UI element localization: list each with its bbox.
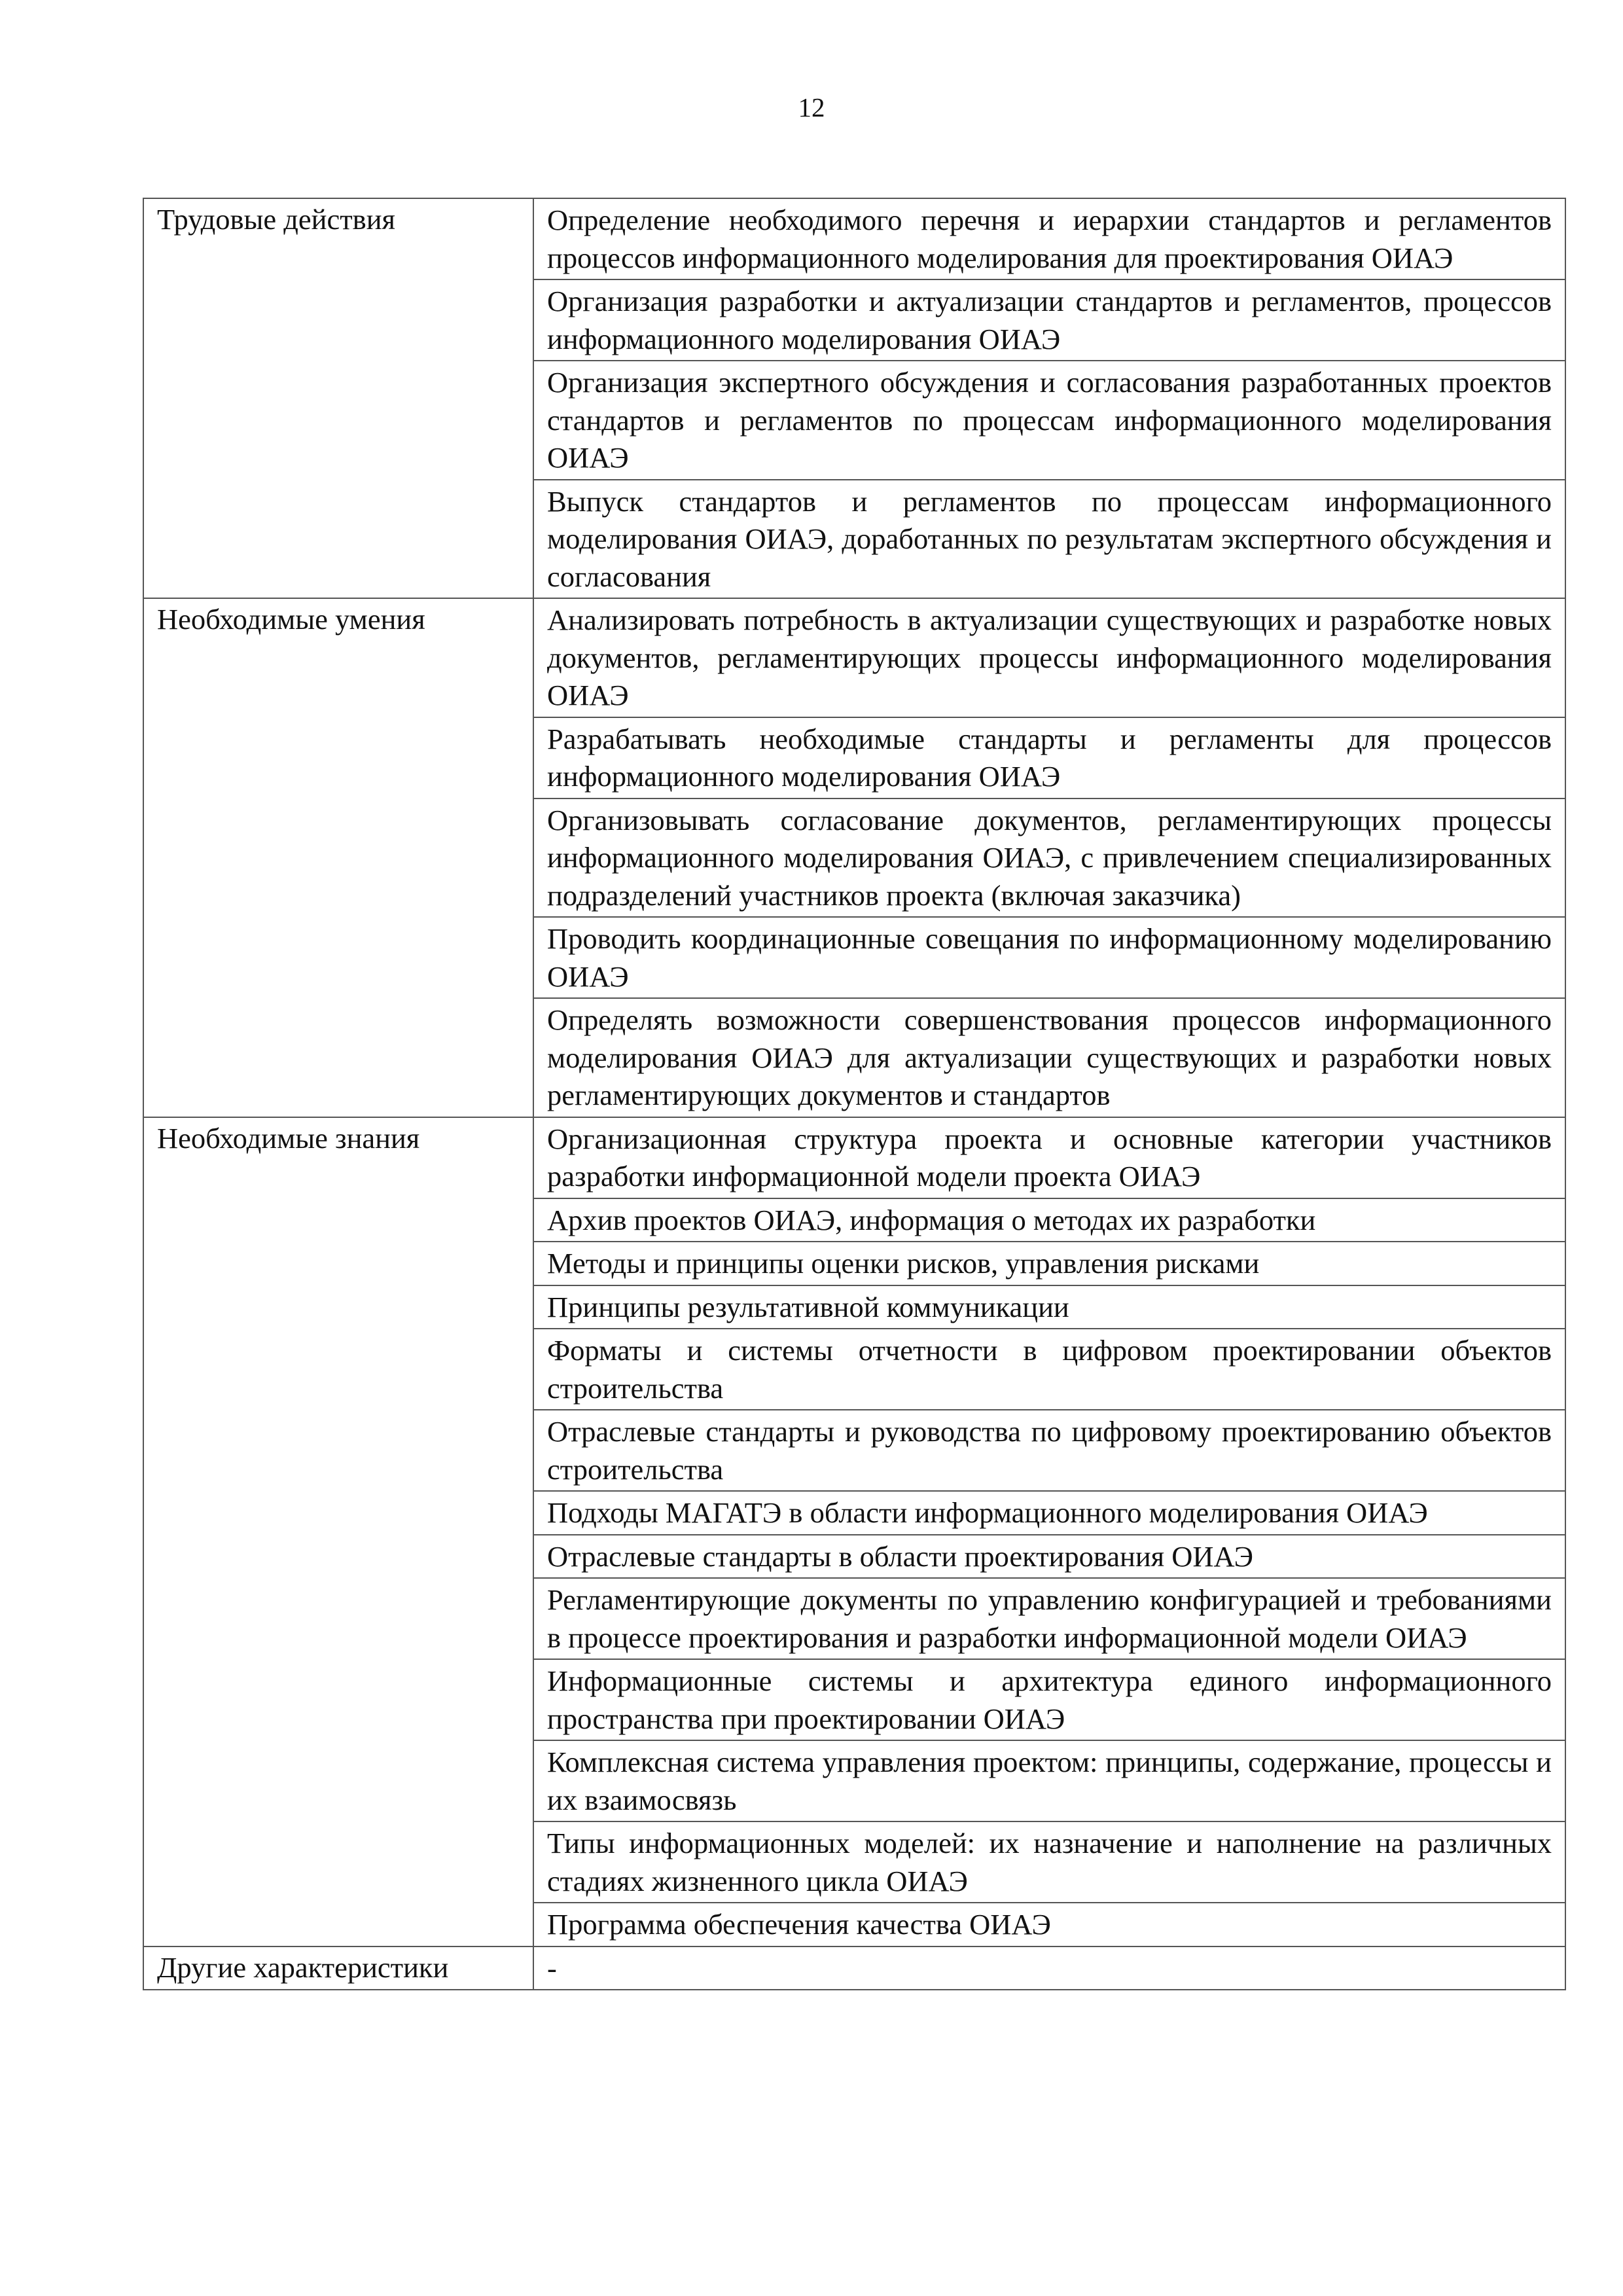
list-item: Информационные системы и архитектура единого информационного пространства при проектировании ОИАЭ — [534, 1660, 1565, 1741]
list-item: Регламентирующие документы по управлению конфигурацией и требованиями в процессе проектирования и разработки информационной модели ОИАЭ — [534, 1579, 1565, 1660]
competency-table — [143, 198, 1566, 1990]
row-label: Другие характеристики — [143, 1946, 533, 1990]
list-item: - — [547, 1951, 557, 1984]
list-item: Принципы результативной коммуникации — [534, 1286, 1565, 1330]
table-row-other — [143, 1946, 1565, 1990]
row-items — [533, 598, 1565, 1117]
page-number: 12 — [798, 92, 825, 122]
list-item: Форматы и системы отчетности в цифровом проектировании объектов строительства — [534, 1329, 1565, 1410]
list-item: Комплексная система управления проектом: принципы, содержание, процессы и их взаимосвязь — [534, 1741, 1565, 1822]
list-item: Определять возможности совершенствования процессов информационного моделирования ОИАЭ для актуализации существующих и разработки новых регламентирующих документов и стандартов — [547, 1003, 1552, 1111]
row-label: Трудовые действия — [143, 198, 533, 598]
list-item: Определение необходимого перечня и иерархии стандартов и регламентов процессов информационного моделирования для проектирования ОИАЭ — [534, 199, 1565, 280]
list-item: Разрабатывать необходимые стандарты и регламенты для процессов информационного моделирования ОИАЭ — [534, 718, 1565, 799]
row-label: Необходимые умения — [143, 598, 533, 1117]
list-item: Организация экспертного обсуждения и согласования разработанных проектов стандартов и регламентов по процессам информационного моделирования ОИАЭ — [534, 361, 1565, 480]
row-label: Необходимые знания — [143, 1117, 533, 1946]
list-item: Организация разработки и актуализации стандартов и регламентов, процессов информационного моделирования ОИАЭ — [534, 280, 1565, 361]
table-row-labor-actions — [143, 198, 1565, 598]
list-item: Отраслевые стандарты и руководства по цифровому проектированию объектов строительства — [534, 1410, 1565, 1492]
table-row-skills — [143, 598, 1565, 1117]
list-item: Анализировать потребность в актуализации существующих и разработке новых документов, регламентирующих процессы информационного моделирования ОИАЭ — [534, 599, 1565, 718]
row-items — [533, 1117, 1565, 1946]
list-item: Программа обеспечения качества ОИАЭ — [547, 1908, 1051, 1941]
list-item: Типы информационных моделей: их назначение и наполнение на различных стадиях жизненного цикла ОИАЭ — [534, 1822, 1565, 1903]
list-item: Методы и принципы оценки рисков, управления рисками — [534, 1242, 1565, 1286]
row-items — [533, 1946, 1565, 1990]
list-item: Выпуск стандартов и регламентов по процессам информационного моделирования ОИАЭ, доработанных по результатам экспертного обсуждения и согласования — [547, 484, 1552, 593]
list-item: Подходы МАГАТЭ в области информационного моделирования ОИАЭ — [534, 1492, 1565, 1535]
row-items — [533, 198, 1565, 598]
list-item: Отраслевые стандарты в области проектирования ОИАЭ — [534, 1535, 1565, 1579]
list-item: Архив проектов ОИАЭ, информация о методах их разработки — [534, 1199, 1565, 1243]
list-item: Организационная структура проекта и основные категории участников разработки информационной модели проекта ОИАЭ — [534, 1118, 1565, 1199]
list-item: Проводить координационные совещания по информационному моделированию ОИАЭ — [534, 918, 1565, 999]
table-row-knowledge — [143, 1117, 1565, 1946]
list-item: Организовывать согласование документов, регламентирующих процессы информационного моделирования ОИАЭ, с привлечением специализированных подразделений участников проекта (включая заказчика) — [534, 799, 1565, 918]
